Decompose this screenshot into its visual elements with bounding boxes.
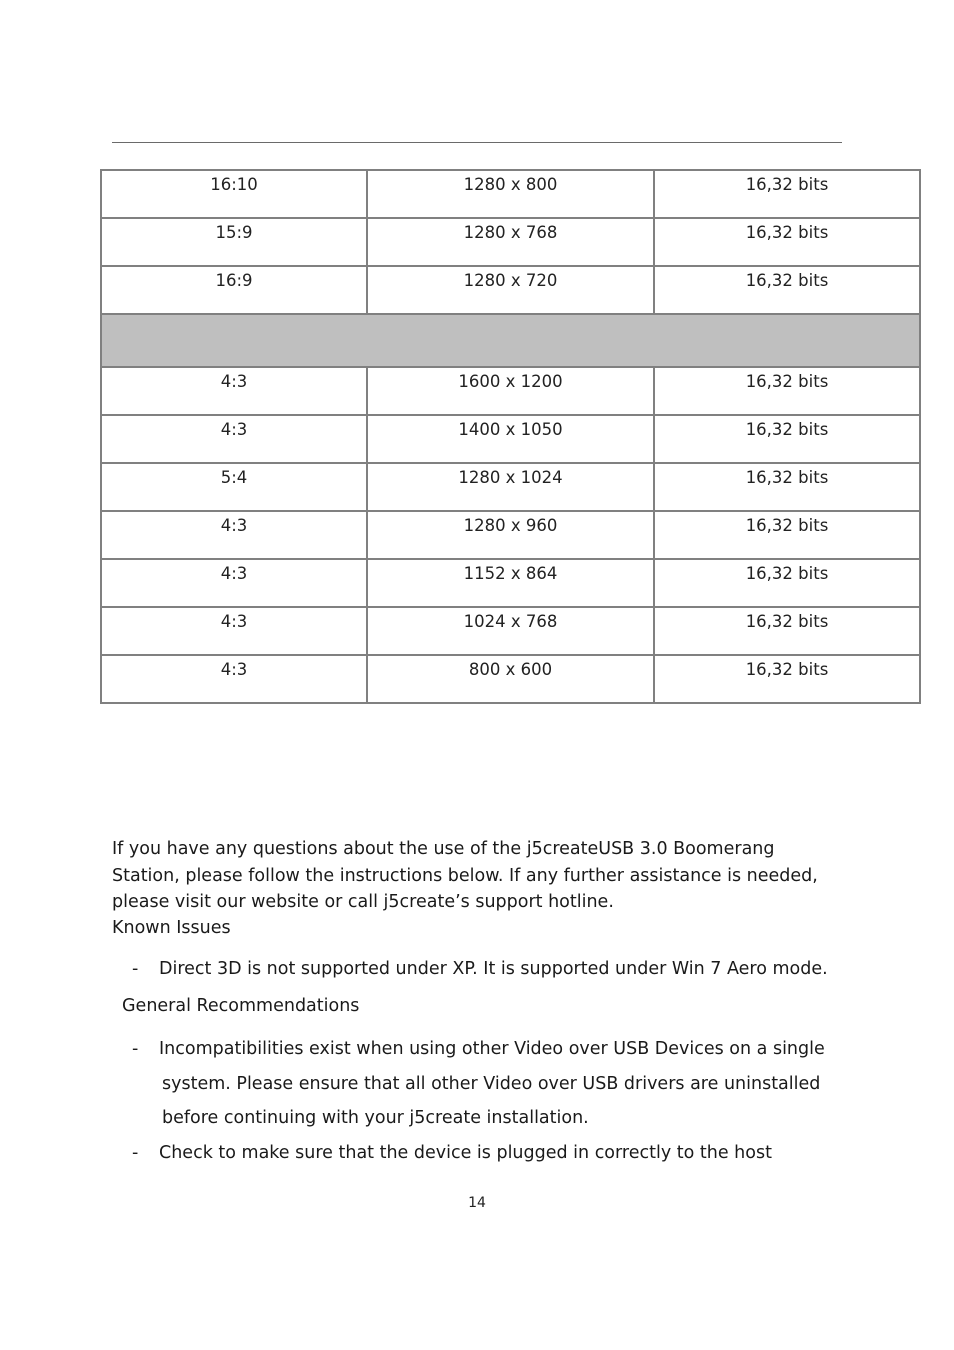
table-row (101, 607, 920, 655)
intro-line: If you have any questions about the use of the j5createUSB 3.0 Boomerang (112, 839, 775, 859)
resolution-cell: 1024 x 768 (367, 607, 654, 655)
page-number: 14 (468, 1195, 486, 1211)
intro-line: Station, please follow the instructions below. If any further assistance is needed, (112, 865, 818, 886)
bullet-text: Direct 3D is not supported under XP. It is supported under Win 7 Aero mode. (159, 959, 828, 979)
aspect-ratio-cell: 4:3 (101, 655, 367, 703)
aspect-ratio-cell: 4:3 (101, 415, 367, 463)
recommendation-item (132, 1136, 872, 1171)
table-row (101, 170, 920, 218)
table-row (101, 655, 920, 703)
aspect-ratio-cell: 16:9 (101, 266, 367, 314)
aspect-ratio-cell: 15:9 (101, 218, 367, 266)
color-depth-cell: 16,32 bits (654, 367, 920, 415)
color-depth-cell: 16,32 bits (654, 655, 920, 703)
aspect-ratio-cell: 4:3 (101, 511, 367, 559)
color-depth-cell: 16,32 bits (654, 607, 920, 655)
bullet-dash: - (132, 1143, 139, 1163)
table-row (101, 218, 920, 266)
table-row (101, 511, 920, 559)
aspect-ratio-cell: 4:3 (101, 367, 367, 415)
known-issues-heading: Known Issues (112, 918, 231, 938)
color-depth-cell: 16,32 bits (654, 218, 920, 266)
resolution-cell: 1280 x 960 (367, 511, 654, 559)
recommendation-item (132, 1032, 872, 1136)
color-depth-cell: 16,32 bits (654, 170, 920, 218)
aspect-ratio-cell: 16:10 (101, 170, 367, 218)
aspect-ratio-cell: 5:4 (101, 463, 367, 511)
bullet-text-line: Check to make sure that the device is plugged in correctly to the host (159, 1143, 772, 1163)
table-row (101, 559, 920, 607)
bullet-dash: - (132, 959, 139, 979)
section-divider-cell (101, 314, 920, 367)
resolution-cell: 1152 x 864 (367, 559, 654, 607)
resolution-cell: 800 x 600 (367, 655, 654, 703)
bullet-text-line: system. Please ensure that all other Video over USB drivers are uninstalled (162, 1073, 821, 1094)
color-depth-cell: 16,32 bits (654, 415, 920, 463)
color-depth-cell: 16,32 bits (654, 559, 920, 607)
resolution-table (100, 169, 921, 704)
table-row (101, 367, 920, 415)
bullet-text-line: before continuing with your j5create installation. (162, 1108, 589, 1128)
color-depth-cell: 16,32 bits (654, 463, 920, 511)
aspect-ratio-cell: 4:3 (101, 559, 367, 607)
section-divider-row (101, 314, 920, 367)
table-row (101, 415, 920, 463)
bullet-dash: - (132, 1039, 139, 1059)
table-row (101, 266, 920, 314)
intro-line: please visit our website or call j5create’s support hotline. (112, 892, 614, 912)
color-depth-cell: 16,32 bits (654, 266, 920, 314)
header-rule (112, 142, 842, 143)
troubleshooting-intro (112, 836, 872, 916)
resolution-cell: 1600 x 1200 (367, 367, 654, 415)
resolution-cell: 1280 x 800 (367, 170, 654, 218)
resolution-cell: 1400 x 1050 (367, 415, 654, 463)
general-recommendations-heading: General Recommendations (122, 996, 360, 1016)
aspect-ratio-cell: 4:3 (101, 607, 367, 655)
bullet-text-line: Incompatibilities exist when using other Video over USB Devices on a single (159, 1039, 825, 1059)
resolution-cell: 1280 x 1024 (367, 463, 654, 511)
color-depth-cell: 16,32 bits (654, 511, 920, 559)
known-issue-item (132, 952, 872, 987)
resolution-cell: 1280 x 720 (367, 266, 654, 314)
resolution-cell: 1280 x 768 (367, 218, 654, 266)
table-row (101, 463, 920, 511)
